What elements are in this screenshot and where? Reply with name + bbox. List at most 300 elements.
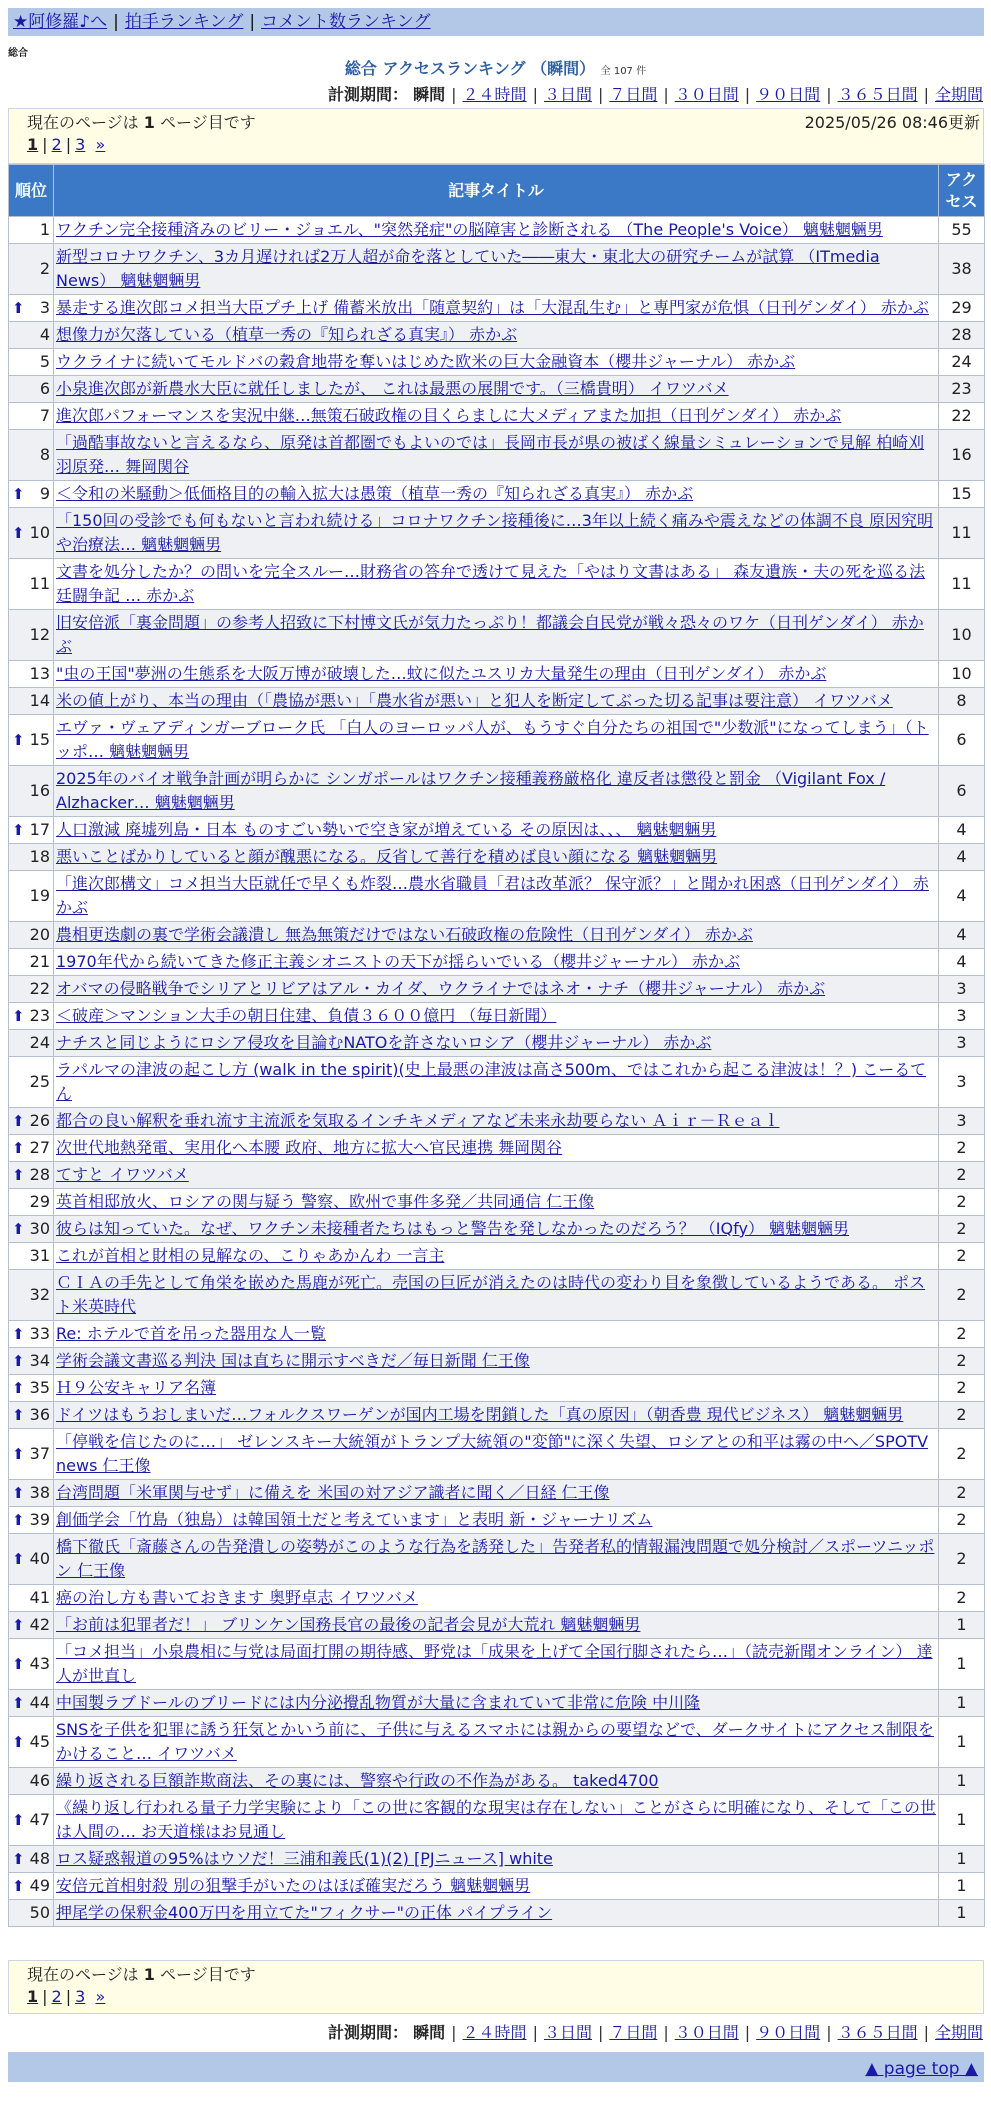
rank-cell: [9, 922, 54, 949]
article-title-link[interactable]: ワクチン完全接種済みのビリー・ジョエル、"突然発症"の脳障害と診断される （The People's Voice） 魑魅魍魎男: [56, 220, 883, 239]
access-count: 2: [939, 1189, 985, 1216]
rank-number: 25: [29, 1072, 50, 1091]
period-label: 計測期間：: [328, 85, 409, 104]
access-count: 4: [939, 922, 985, 949]
rank-cell: [9, 322, 54, 349]
rank-cell: [9, 1030, 54, 1057]
article-title-link[interactable]: ウクライナに続いてモルドバの穀倉地帯を奪いはじめた欧米の巨大金融資本（櫻井ジャーナル） 赤かぶ: [56, 352, 796, 371]
access-count: 23: [939, 376, 985, 403]
rank-number: 36: [29, 1405, 50, 1424]
page-link-2[interactable]: 2: [51, 1987, 62, 2006]
rank-number: 8: [39, 445, 50, 464]
access-count: 1: [939, 1873, 985, 1900]
table-row: [9, 1162, 985, 1189]
title-cell: [54, 1270, 939, 1321]
rank-number: 6: [39, 379, 50, 398]
table-row: [9, 481, 985, 508]
table-row: [9, 1639, 985, 1690]
title-cell: [54, 1585, 939, 1612]
table-row: [9, 949, 985, 976]
table-row: [9, 1768, 985, 1795]
article-title-link[interactable]: オバマの侵略戦争でシリアとリビアはアル・カイダ、ウクライナではネオ・ナチ（櫻井ジャーナル） 赤かぶ: [56, 979, 826, 998]
rank-up-arrow-icon: ⬆: [12, 1007, 25, 1025]
table-row: [9, 922, 985, 949]
access-count: 16: [939, 430, 985, 481]
rank-cell: [9, 559, 54, 610]
article-title-link[interactable]: 想像力が欠落している（植草一秀の『知られざる真実』） 赤かぶ: [56, 325, 518, 344]
article-title-link[interactable]: 創価学会「竹島（独島）は韓国領土だと考えています」と表明 新・ジャーナリズム: [56, 1510, 653, 1529]
rank-cell: [9, 1375, 54, 1402]
article-title-link[interactable]: SNSを子供を犯罪に誘う狂気とかいう前に、子供に与えるスマホには親からの要望などで、ダークサイトにアクセス制限をかけること… イワツバメ: [56, 1720, 935, 1763]
period-link-all[interactable]: 全期間: [934, 2023, 983, 2042]
page-top-link[interactable]: ▲ page top ▲: [865, 2059, 978, 2079]
rank-cell: [9, 1768, 54, 1795]
title-cell: [54, 871, 939, 922]
title-cell: [54, 217, 939, 244]
table-row: [9, 1690, 985, 1717]
table-row: [9, 1270, 985, 1321]
title-cell: [54, 295, 939, 322]
rank-number: 18: [29, 847, 50, 866]
access-count: 2: [939, 1402, 985, 1429]
article-title-link[interactable]: 2025年のバイオ戦争計画が明らかに シンガポールはワクチン接種義務厳格化 違反者は懲役と罰金 （Vigilant Fox / Alzhacker… 魑魅魍魎男: [56, 769, 886, 812]
period-link-3d[interactable]: ３日間: [543, 2023, 592, 2042]
nav-link-clap-ranking[interactable]: 拍手ランキング: [124, 12, 244, 32]
rank-cell: [9, 1135, 54, 1162]
access-count: 1: [939, 1690, 985, 1717]
article-title-link[interactable]: 小泉進次郎が新農水大臣に就任しましたが、 これは最悪の展開です。（三橋貴明） イワツバメ: [56, 379, 729, 398]
table-header-row: [9, 165, 985, 217]
rank-number: 44: [29, 1693, 50, 1712]
rank-cell: [9, 1480, 54, 1507]
title-cell: [54, 349, 939, 376]
title-cell: [54, 1795, 939, 1846]
period-selector-bottom: 計測期間： 瞬間 | ２４時間 | ３日間 | ７日間 | ３０日間 | ９０日間 | ３６５日間 | 全期間: [328, 2023, 983, 2042]
article-title-link[interactable]: 「停戦を信じたのに…」 ゼレンスキー大統領がトランプ大統領の"変節"に深く失望、ロシアとの和平は霧の中へ／SPOTV news 仁王像: [56, 1432, 929, 1475]
rank-number: 47: [29, 1810, 50, 1829]
article-title-link[interactable]: 次世代地熱発電、実用化へ本腰 政府、地方に拡大へ官民連携 舞岡関谷: [56, 1138, 563, 1157]
title-cell: [54, 1003, 939, 1030]
rank-cell: [9, 1717, 54, 1768]
rank-number: 35: [29, 1378, 50, 1397]
access-count: 15: [939, 481, 985, 508]
table-row: [9, 844, 985, 871]
rank-number: 43: [29, 1654, 50, 1673]
table-row: [9, 1402, 985, 1429]
table-row: [9, 1846, 985, 1873]
rank-number: 5: [39, 352, 50, 371]
title-cell: [54, 481, 939, 508]
table-row: [9, 1717, 985, 1768]
rank-number: 20: [29, 925, 50, 944]
rank-number: 46: [29, 1771, 50, 1790]
period-link-30d[interactable]: ３０日間: [674, 85, 739, 104]
article-title-link[interactable]: 「コメ担当」小泉農相に与党は局面打開の期待感、野党は「成果を上げて全国行脚されたら…」（読売新聞オンライン） 達人が世直し: [56, 1642, 933, 1685]
table-row: [9, 1873, 985, 1900]
rank-cell: [9, 1108, 54, 1135]
access-count: 2: [939, 1348, 985, 1375]
page-next-link[interactable]: »: [95, 135, 106, 154]
access-count: 1: [939, 1612, 985, 1639]
access-count: 4: [939, 949, 985, 976]
updated-timestamp: 2025/05/26 08:46更新: [804, 113, 980, 132]
top-nav-bar: [8, 8, 984, 36]
article-title-link[interactable]: 《繰り返し行われる量子力学実験により「この世に客観的な現実は存在しない」ことがさらに明確になり、そして「この世は人間の… お天道様はお見通し: [56, 1798, 937, 1841]
access-count: 11: [939, 508, 985, 559]
article-title-link[interactable]: 「進次郎構文」コメ担当大臣就任で早くも炸裂…農水省職員「君は改革派？ 保守派？」と聞かれ困惑（日刊ゲンダイ） 赤かぶ: [56, 874, 929, 917]
rank-cell: [9, 610, 54, 661]
title-cell: [54, 1900, 939, 1927]
rank-cell: [9, 1348, 54, 1375]
table-row: [9, 295, 985, 322]
article-title-link[interactable]: 米の値上がり、本当の理由（「農協が悪い」「農水省が悪い」と犯人を断定してぶった切る記事は要注意） イワツバメ: [56, 691, 893, 710]
period-current: 瞬間: [413, 85, 446, 104]
table-row: [9, 1108, 985, 1135]
rank-cell: [9, 1270, 54, 1321]
rank-number: 40: [29, 1549, 50, 1568]
page-links: 1 | 2 | 3 »: [27, 135, 106, 154]
rank-cell: [9, 871, 54, 922]
period-link-90d[interactable]: ９０日間: [756, 85, 821, 104]
rank-number: 14: [29, 691, 50, 710]
rank-up-arrow-icon: ⬆: [12, 821, 25, 839]
article-title-link[interactable]: 押尾学の保釈金400万円を用立てた"フィクサー"の正体 パイプライン: [56, 1903, 553, 1922]
rank-cell: [9, 1321, 54, 1348]
article-title-link[interactable]: 農相更迭劇の裏で学術会議潰し 無為無策だけではない石破政権の危険性（日刊ゲンダイ） 赤かぶ: [56, 925, 753, 944]
period-selector-top: 計測期間： 瞬間 | ２４時間 | ３日間 | ７日間 | ３０日間 | ９０日間 | ３６５日間 | 全期間: [328, 85, 983, 104]
article-title-link[interactable]: ＜令和の米騒動＞低価格目的の輸入拡大は愚策（植草一秀の『知られざる真実』） 赤かぶ: [56, 484, 694, 503]
rank-cell: [9, 244, 54, 295]
title-cell: [54, 430, 939, 481]
access-count: 2: [939, 1534, 985, 1585]
article-title-link[interactable]: 「過酷事故ないと言えるなら、原発は首都圏でもよいのでは」長岡市長が県の被ばく線量シミュレーションで見解 柏崎刈羽原発… 舞岡関谷: [56, 433, 925, 476]
rank-cell: [9, 715, 54, 766]
rank-cell: [9, 1162, 54, 1189]
period-link-365d[interactable]: ３６５日間: [837, 2023, 918, 2042]
access-count: 4: [939, 871, 985, 922]
rank-cell: [9, 844, 54, 871]
page-link-3[interactable]: 3: [75, 135, 86, 154]
access-count: 2: [939, 1480, 985, 1507]
access-count: 4: [939, 817, 985, 844]
period-current: 瞬間: [413, 2023, 446, 2042]
rank-cell: [9, 1429, 54, 1480]
page-status: 現在のページは 1 ページ目です: [27, 113, 256, 132]
rank-up-arrow-icon: ⬆: [12, 485, 25, 503]
article-title-link[interactable]: 「お前は犯罪者だ！」 ブリンケン国務長官の最後の記者会見が大荒れ 魑魅魍魎男: [56, 1615, 641, 1634]
rank-cell: [9, 1402, 54, 1429]
table-row: [9, 403, 985, 430]
table-row: [9, 766, 985, 817]
access-count: 2: [939, 1243, 985, 1270]
article-title-link[interactable]: 学術会議文書巡る判決 国は直ちに開示すべきだ／毎日新聞 仁王像: [56, 1351, 530, 1370]
page-link-3[interactable]: 3: [75, 1987, 86, 2006]
access-count: 8: [939, 688, 985, 715]
rank-number: 33: [29, 1324, 50, 1343]
ranking-table-body: [9, 217, 985, 1927]
table-row: [9, 559, 985, 610]
page-links: 1 | 2 | 3 »: [27, 1987, 106, 2006]
rank-up-arrow-icon: ⬆: [12, 1616, 25, 1634]
rank-number: 1: [39, 220, 50, 239]
article-title-link[interactable]: 橋下徹氏「斎藤さんの告発潰しの姿勢がこのような行為を誘発した」告発者私的情報漏洩問題で処分検討／スポーツニッポン 仁王像: [56, 1537, 935, 1580]
title-cell: [54, 1030, 939, 1057]
access-count: 28: [939, 322, 985, 349]
title-cell: [54, 715, 939, 766]
title-cell: [54, 1768, 939, 1795]
rank-number: 9: [39, 484, 50, 503]
article-title-link[interactable]: 文書を処分したか？の問いを完全スルー…財務省の答弁で透けて見えた「やはり文書はある」 森友遺族・夫の死を巡る法廷闘争記 … 赤かぶ: [56, 562, 926, 605]
article-title-link[interactable]: 都合の良い解釈を垂れ流す主流派を気取るインチキメディアなど未来永劫要らない Ａｉｒ－Ｒｅａｌ: [56, 1111, 780, 1130]
title-cell: [54, 817, 939, 844]
title-cell: [54, 949, 939, 976]
table-row: [9, 661, 985, 688]
article-title-link[interactable]: 台湾問題「米軍関与せず」に備えを 米国の対アジア識者に聞く／日経 仁王像: [56, 1483, 610, 1502]
nav-separator: |: [249, 12, 256, 32]
pager-bottom: [8, 1960, 984, 2014]
rank-up-arrow-icon: ⬆: [12, 524, 25, 542]
table-row: [9, 1612, 985, 1639]
access-count: 2: [939, 1375, 985, 1402]
article-title-link[interactable]: 繰り返される巨額詐欺商法、その裏には、警察や行政の不作為がある。 taked4700: [56, 1771, 659, 1790]
rank-number: 50: [29, 1903, 50, 1922]
page-link-2[interactable]: 2: [51, 135, 62, 154]
pager-top: [8, 108, 984, 164]
title-cell: [54, 1243, 939, 1270]
access-count: 2: [939, 1162, 985, 1189]
rank-up-arrow-icon: ⬆: [12, 1694, 25, 1712]
table-row: [9, 508, 985, 559]
rank-number: 13: [29, 664, 50, 683]
article-title-link[interactable]: ＣＩＡの手先として角栄を嵌めた馬鹿が死亡。売国の巨匠が消えたのは時代の変わり目を象徴しているようである。 ポスト米英時代: [56, 1273, 926, 1316]
rank-cell: [9, 508, 54, 559]
rank-number: 26: [29, 1111, 50, 1130]
period-link-24h[interactable]: ２４時間: [462, 2023, 527, 2042]
title-cell: [54, 376, 939, 403]
access-count: 3: [939, 1030, 985, 1057]
table-row: [9, 1135, 985, 1162]
table-row: [9, 976, 985, 1003]
article-title-link[interactable]: 進次郎パフォーマンスを実況中継…無策石破政権の目くらましに大メディアまた加担（日刊ゲンダイ） 赤かぶ: [56, 406, 842, 425]
rank-cell: [9, 1243, 54, 1270]
ranking-table: [8, 164, 985, 1927]
article-title-link[interactable]: ＜破産＞マンション大手の朝日住建、負債３６００億円 （毎日新聞）: [56, 1006, 557, 1025]
article-title-link[interactable]: 暴走する進次郎コメ担当大臣プチ上げ 備蓄米放出「随意契約」は「大混乱生む」と専門家が危惧（日刊ゲンダイ） 赤かぶ: [56, 298, 929, 317]
article-title-link[interactable]: ドイツはもうおしまいだ…フォルクスワーゲンが国内工場を閉鎖した「真の原因」（朝香豊 現代ビジネス） 魑魅魍魎男: [56, 1405, 904, 1424]
category-label: 総合: [8, 48, 28, 59]
article-title-link[interactable]: 新型コロナワクチン、3カ月遅ければ2万人超が命を落としていた――東大・東北大の研究チームが試算 （ITmedia News） 魑魅魍魎男: [56, 247, 880, 290]
rank-number: 32: [29, 1285, 50, 1304]
article-title-link[interactable]: 1970年代から続いてきた修正主義シオニストの天下が揺らいでいる（櫻井ジャーナル） 赤かぶ: [56, 952, 741, 971]
rank-up-arrow-icon: ⬆: [12, 731, 25, 749]
access-count: 22: [939, 403, 985, 430]
article-title-link[interactable]: エヴァ・ヴェアディンガーブローク氏 「白人のヨーロッパ人が、もうすぐ自分たちの祖国で"少数派"になってしまう」（トッポ… 魑魅魍魎男: [56, 718, 929, 761]
access-count: 10: [939, 661, 985, 688]
table-row: [9, 688, 985, 715]
period-link-24h[interactable]: ２４時間: [462, 85, 527, 104]
table-row: [9, 1480, 985, 1507]
table-row: [9, 349, 985, 376]
article-title-link[interactable]: Re: ホテルで首を吊った器用な人一覧: [56, 1324, 326, 1343]
rank-cell: [9, 1795, 54, 1846]
title-cell: [54, 1639, 939, 1690]
rank-cell: [9, 766, 54, 817]
table-row: [9, 430, 985, 481]
title-cell: [54, 1162, 939, 1189]
nav-link-asyura-home[interactable]: ★阿修羅♪へ: [13, 12, 108, 32]
table-row: [9, 1375, 985, 1402]
rank-number: 12: [29, 625, 50, 644]
rank-cell: [9, 295, 54, 322]
rank-number: 10: [29, 523, 50, 542]
title-cell: [54, 1375, 939, 1402]
header-count: アクセス: [939, 165, 985, 217]
rank-number: 28: [29, 1165, 50, 1184]
rank-number: 41: [29, 1588, 50, 1607]
period-link-7d[interactable]: ７日間: [609, 85, 658, 104]
access-count: 6: [939, 715, 985, 766]
rank-cell: [9, 1003, 54, 1030]
title-cell: [54, 322, 939, 349]
access-count: 1: [939, 1639, 985, 1690]
rank-up-arrow-icon: ⬆: [12, 1484, 25, 1502]
rank-cell: [9, 1612, 54, 1639]
rank-up-arrow-icon: ⬆: [12, 1352, 25, 1370]
rank-number: 42: [29, 1615, 50, 1634]
article-title-link[interactable]: 「150回の受診でも何もないと言われ続ける」コロナワクチン接種後に…3年以上続く痛みや震えなどの体調不良 原因究明や治療法… 魑魅魍魎男: [56, 511, 934, 554]
title-cell: [54, 766, 939, 817]
article-title-link[interactable]: Ｈ９公安キャリア名簿: [56, 1378, 217, 1397]
title-cell: [54, 508, 939, 559]
article-title-link[interactable]: ロス疑惑報道の95%はウソだ！三浦和義氏(1)(2) [PJニュース] white: [56, 1849, 553, 1868]
rank-number: 11: [29, 574, 50, 593]
article-title-link[interactable]: 旧安倍派「裏金問題」の参考人招致に下村博文氏が気力たっぷり！都議会自民党が戦々恐々のワケ（日刊ゲンダイ） 赤かぶ: [56, 613, 924, 656]
title-cell: [54, 922, 939, 949]
rank-cell: [9, 349, 54, 376]
article-title-link[interactable]: 癌の治し方も書いておきます 奥野卓志 イワツバメ: [56, 1588, 418, 1607]
table-row: [9, 1534, 985, 1585]
rank-number: 16: [29, 781, 50, 800]
rank-cell: [9, 976, 54, 1003]
article-title-link[interactable]: これが首相と財相の見解なの、こりゃあかんわ 一言主: [56, 1246, 445, 1265]
access-count: 2: [939, 1585, 985, 1612]
nav-separator: |: [113, 12, 119, 32]
table-row: [9, 1057, 985, 1108]
table-row: [9, 1348, 985, 1375]
title-cell: [54, 976, 939, 1003]
article-title-link[interactable]: 中国製ラブドールのブリードには内分泌攪乱物質が大量に含まれていて非常に危険 中川隆: [56, 1693, 701, 1712]
period-link-all[interactable]: 全期間: [934, 85, 983, 104]
period-link-3d[interactable]: ３日間: [543, 85, 592, 104]
rank-up-arrow-icon: ⬆: [12, 1811, 25, 1829]
table-row: [9, 376, 985, 403]
rank-up-arrow-icon: ⬆: [12, 1139, 25, 1157]
rank-up-arrow-icon: ⬆: [12, 299, 25, 317]
title-cell: [54, 1402, 939, 1429]
access-count: 2: [939, 1135, 985, 1162]
access-count: 1: [939, 1795, 985, 1846]
rank-up-arrow-icon: ⬆: [12, 1379, 25, 1397]
rank-up-arrow-icon: ⬆: [12, 1877, 25, 1895]
access-count: 2: [939, 1216, 985, 1243]
title-cell: [54, 1480, 939, 1507]
title-cell: [54, 1216, 939, 1243]
access-count: 6: [939, 766, 985, 817]
access-count: 2: [939, 1270, 985, 1321]
rank-number: 3: [39, 298, 50, 317]
period-link-90d[interactable]: ９０日間: [756, 2023, 821, 2042]
title-cell: [54, 1057, 939, 1108]
rank-number: 45: [29, 1732, 50, 1751]
title-cell: [54, 1873, 939, 1900]
article-title-link[interactable]: 彼らは知っていた。なぜ、ワクチン未接種者たちはもっと警告を発しなかったのだろう？ （IQfy） 魑魅魍魎男: [56, 1219, 850, 1238]
period-link-7d[interactable]: ７日間: [609, 2023, 658, 2042]
access-count: 11: [939, 559, 985, 610]
article-title-link[interactable]: 英首相邸放火、ロシアの関与疑う 警察、欧州で事件多発／共同通信 仁王像: [56, 1192, 595, 1211]
table-row: [9, 715, 985, 766]
rank-cell: [9, 1690, 54, 1717]
article-title-link[interactable]: ラパルマの津波の起こし方 (walk in the spirit)(史上最悪の津波は高さ500m、ではこれから起こる津波は！？) こーるてん: [56, 1060, 927, 1103]
period-link-365d[interactable]: ３６５日間: [837, 85, 918, 104]
page-current: 1: [27, 1987, 39, 2006]
table-row: [9, 871, 985, 922]
page-status-current: 1: [143, 113, 155, 132]
rank-cell: [9, 661, 54, 688]
page-title: [0, 59, 991, 82]
rank-up-arrow-icon: ⬆: [12, 1406, 25, 1424]
title-cell: [54, 1690, 939, 1717]
article-title-link[interactable]: ナチスと同じようにロシア侵攻を目論むNATOを許さないロシア（櫻井ジャーナル） 赤かぶ: [56, 1033, 712, 1052]
title-cell: [54, 610, 939, 661]
page-next-link[interactable]: »: [95, 1987, 106, 2006]
rank-number: 29: [29, 1192, 50, 1211]
table-row: [9, 1321, 985, 1348]
title-cell: [54, 1717, 939, 1768]
header-rank: 順位: [9, 165, 54, 217]
page-status: 現在のページは 1 ページ目です: [27, 1965, 256, 1984]
article-title-link[interactable]: 人口激減 廃墟列島・日本 ものすごい勢いで空き家が増えている その原因は、、、 魑魅魍魎男: [56, 820, 717, 839]
rank-number: 2: [39, 259, 50, 278]
title-cell: [54, 1612, 939, 1639]
article-title-link[interactable]: てすと イワツバメ: [56, 1165, 189, 1184]
title-cell: [54, 559, 939, 610]
rank-number: 38: [29, 1483, 50, 1502]
access-count: 55: [939, 217, 985, 244]
rank-up-arrow-icon: ⬆: [12, 1733, 25, 1751]
rank-cell: [9, 1507, 54, 1534]
article-title-link[interactable]: 悪いことばかりしていると顔が醜悪になる。反省して善行を積めば良い顔になる 魑魅魍魎男: [56, 847, 718, 866]
rank-cell: [9, 430, 54, 481]
access-count: 4: [939, 844, 985, 871]
item-count: 全 107 件: [600, 66, 647, 77]
article-title-link[interactable]: "虫の王国"夢洲の生態系を大阪万博が破壊した…蚊に似たユスリカ大量発生の理由（日刊ゲンダイ） 赤かぶ: [56, 664, 827, 683]
rank-number: 21: [29, 952, 50, 971]
rank-cell: [9, 1639, 54, 1690]
access-count: 3: [939, 1108, 985, 1135]
access-count: 3: [939, 1003, 985, 1030]
period-link-30d[interactable]: ３０日間: [674, 2023, 739, 2042]
title-cell: [54, 1348, 939, 1375]
rank-cell: [9, 217, 54, 244]
table-row: [9, 1429, 985, 1480]
rank-cell: [9, 1873, 54, 1900]
rank-cell: [9, 1189, 54, 1216]
article-title-link[interactable]: 安倍元首相射殺 別の狙撃手がいたのはほぼ確実だろう 魑魅魍魎男: [56, 1876, 531, 1895]
title-cell: [54, 661, 939, 688]
title-cell: [54, 844, 939, 871]
nav-link-comment-ranking[interactable]: コメント数ランキング: [261, 12, 431, 32]
table-row: [9, 217, 985, 244]
